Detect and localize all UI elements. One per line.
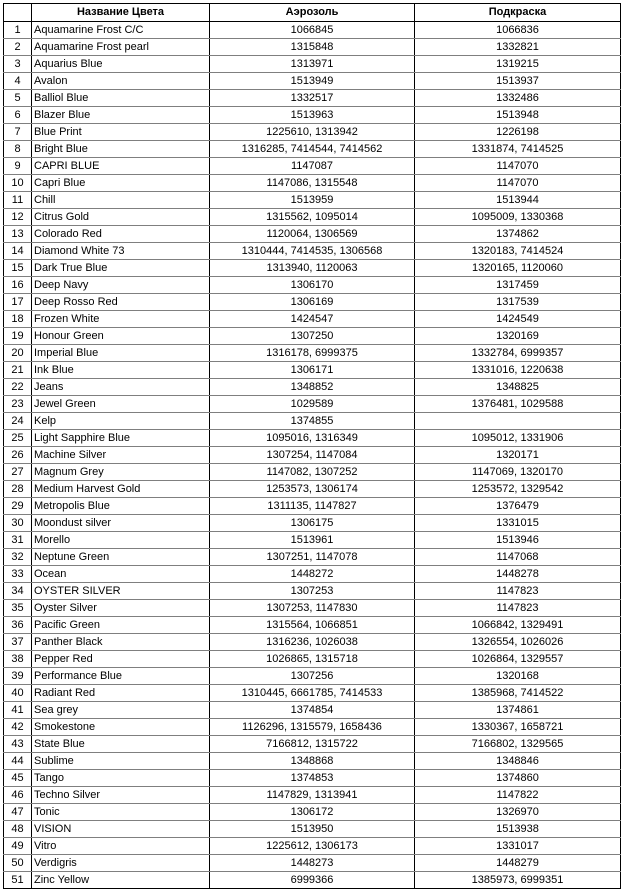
table-row bbox=[4, 600, 621, 617]
aerosol-codes: 1307253, 1147830 bbox=[210, 600, 415, 617]
row-index: 15 bbox=[4, 260, 32, 277]
aerosol-codes: 1307250 bbox=[210, 328, 415, 345]
tint-codes: 1066836 bbox=[415, 22, 621, 39]
color-name: Diamond White 73 bbox=[32, 243, 210, 260]
table-row bbox=[4, 702, 621, 719]
tint-codes: 1448279 bbox=[415, 855, 621, 872]
row-index: 32 bbox=[4, 549, 32, 566]
aerosol-codes: 1306172 bbox=[210, 804, 415, 821]
color-name: Smokestone bbox=[32, 719, 210, 736]
tint-codes: 1147070 bbox=[415, 175, 621, 192]
table-row bbox=[4, 770, 621, 787]
tint-codes: 1513948 bbox=[415, 107, 621, 124]
tint-codes: 1317459 bbox=[415, 277, 621, 294]
row-index: 34 bbox=[4, 583, 32, 600]
row-index: 8 bbox=[4, 141, 32, 158]
aerosol-codes: 1315848 bbox=[210, 39, 415, 56]
table-row bbox=[4, 396, 621, 413]
aerosol-codes: 1448272 bbox=[210, 566, 415, 583]
table-row bbox=[4, 481, 621, 498]
color-name: Bright Blue bbox=[32, 141, 210, 158]
color-name: Aquamarine Frost C/C bbox=[32, 22, 210, 39]
row-index: 26 bbox=[4, 447, 32, 464]
tint-codes: 1513944 bbox=[415, 192, 621, 209]
table-row bbox=[4, 73, 621, 90]
tint-codes: 1376479 bbox=[415, 498, 621, 515]
color-name: Imperial Blue bbox=[32, 345, 210, 362]
tint-codes: 1320169 bbox=[415, 328, 621, 345]
aerosol-codes: 1147829, 1313941 bbox=[210, 787, 415, 804]
aerosol-codes: 1307253 bbox=[210, 583, 415, 600]
color-name: Sea grey bbox=[32, 702, 210, 719]
table-row bbox=[4, 260, 621, 277]
color-name: Neptune Green bbox=[32, 549, 210, 566]
row-index: 29 bbox=[4, 498, 32, 515]
tint-codes: 1147823 bbox=[415, 583, 621, 600]
color-name: State Blue bbox=[32, 736, 210, 753]
tint-codes bbox=[415, 413, 621, 430]
table-row bbox=[4, 753, 621, 770]
aerosol-codes: 1332517 bbox=[210, 90, 415, 107]
aerosol-codes: 1307254, 1147084 bbox=[210, 447, 415, 464]
color-name: Honour Green bbox=[32, 328, 210, 345]
aerosol-codes: 1311135, 1147827 bbox=[210, 498, 415, 515]
color-name: Frozen White bbox=[32, 311, 210, 328]
color-name: Vitro bbox=[32, 838, 210, 855]
tint-codes: 1513946 bbox=[415, 532, 621, 549]
table-row bbox=[4, 209, 621, 226]
row-index: 12 bbox=[4, 209, 32, 226]
row-index: 17 bbox=[4, 294, 32, 311]
tint-codes: 1348825 bbox=[415, 379, 621, 396]
aerosol-codes: 1147082, 1307252 bbox=[210, 464, 415, 481]
aerosol-codes: 1306169 bbox=[210, 294, 415, 311]
aerosol-codes: 1095016, 1316349 bbox=[210, 430, 415, 447]
color-name: Pepper Red bbox=[32, 651, 210, 668]
table-row bbox=[4, 719, 621, 736]
table-row bbox=[4, 804, 621, 821]
color-name: Blue Print bbox=[32, 124, 210, 141]
tint-codes: 1448278 bbox=[415, 566, 621, 583]
color-name: CAPRI BLUE bbox=[32, 158, 210, 175]
row-index: 27 bbox=[4, 464, 32, 481]
tint-codes: 1147822 bbox=[415, 787, 621, 804]
row-index: 47 bbox=[4, 804, 32, 821]
color-name: OYSTER SILVER bbox=[32, 583, 210, 600]
color-name: Colorado Red bbox=[32, 226, 210, 243]
row-index: 44 bbox=[4, 753, 32, 770]
aerosol-codes: 1225612, 1306173 bbox=[210, 838, 415, 855]
table-row bbox=[4, 464, 621, 481]
table-row bbox=[4, 328, 621, 345]
aerosol-codes: 1374855 bbox=[210, 413, 415, 430]
color-name: Radiant Red bbox=[32, 685, 210, 702]
color-name: Deep Rosso Red bbox=[32, 294, 210, 311]
aerosol-codes: 1374854 bbox=[210, 702, 415, 719]
table-row bbox=[4, 362, 621, 379]
table-row bbox=[4, 668, 621, 685]
tint-codes: 1095012, 1331906 bbox=[415, 430, 621, 447]
aerosol-codes: 1513959 bbox=[210, 192, 415, 209]
color-name: Aquarius Blue bbox=[32, 56, 210, 73]
table-row bbox=[4, 685, 621, 702]
row-index: 48 bbox=[4, 821, 32, 838]
row-index: 37 bbox=[4, 634, 32, 651]
color-code-sheet bbox=[0, 3, 624, 886]
table-row bbox=[4, 651, 621, 668]
table-row bbox=[4, 515, 621, 532]
table-row bbox=[4, 430, 621, 447]
color-name: Light Sapphire Blue bbox=[32, 430, 210, 447]
color-code-table bbox=[3, 3, 621, 889]
aerosol-codes: 1310445, 6661785, 7414533 bbox=[210, 685, 415, 702]
row-index: 20 bbox=[4, 345, 32, 362]
tint-codes: 1147068 bbox=[415, 549, 621, 566]
color-name: Citrus Gold bbox=[32, 209, 210, 226]
aerosol-codes: 1513961 bbox=[210, 532, 415, 549]
table-row bbox=[4, 39, 621, 56]
color-name: Panther Black bbox=[32, 634, 210, 651]
tint-codes: 1326970 bbox=[415, 804, 621, 821]
aerosol-codes: 1066845 bbox=[210, 22, 415, 39]
tint-codes: 1319215 bbox=[415, 56, 621, 73]
aerosol-codes: 1513950 bbox=[210, 821, 415, 838]
tint-codes: 1095009, 1330368 bbox=[415, 209, 621, 226]
tint-codes: 1374862 bbox=[415, 226, 621, 243]
row-index: 16 bbox=[4, 277, 32, 294]
tint-codes: 1374860 bbox=[415, 770, 621, 787]
table-row bbox=[4, 294, 621, 311]
row-index: 25 bbox=[4, 430, 32, 447]
table-row bbox=[4, 22, 621, 39]
table-row bbox=[4, 855, 621, 872]
color-name: Kelp bbox=[32, 413, 210, 430]
row-index: 22 bbox=[4, 379, 32, 396]
tint-codes: 1320171 bbox=[415, 447, 621, 464]
row-index: 45 bbox=[4, 770, 32, 787]
aerosol-codes: 1424547 bbox=[210, 311, 415, 328]
color-name: Ocean bbox=[32, 566, 210, 583]
table-row bbox=[4, 566, 621, 583]
row-index: 10 bbox=[4, 175, 32, 192]
table-row bbox=[4, 736, 621, 753]
row-index: 49 bbox=[4, 838, 32, 855]
color-name: Techno Silver bbox=[32, 787, 210, 804]
tint-codes: 1331017 bbox=[415, 838, 621, 855]
aerosol-codes: 1313971 bbox=[210, 56, 415, 73]
color-name: Balliol Blue bbox=[32, 90, 210, 107]
tint-codes: 1332784, 6999357 bbox=[415, 345, 621, 362]
tint-codes: 1376481, 1029588 bbox=[415, 396, 621, 413]
color-name: Blazer Blue bbox=[32, 107, 210, 124]
row-index: 31 bbox=[4, 532, 32, 549]
tint-codes: 1326554, 1026026 bbox=[415, 634, 621, 651]
row-index: 19 bbox=[4, 328, 32, 345]
aerosol-codes: 1307251, 1147078 bbox=[210, 549, 415, 566]
aerosol-codes: 1513963 bbox=[210, 107, 415, 124]
table-row bbox=[4, 56, 621, 73]
tint-codes: 1331016, 1220638 bbox=[415, 362, 621, 379]
aerosol-codes: 1225610, 1313942 bbox=[210, 124, 415, 141]
row-index: 6 bbox=[4, 107, 32, 124]
table-row bbox=[4, 243, 621, 260]
aerosol-codes: 1513949 bbox=[210, 73, 415, 90]
tint-codes: 1332486 bbox=[415, 90, 621, 107]
tint-codes: 7166802, 1329565 bbox=[415, 736, 621, 753]
aerosol-codes: 1310444, 7414535, 1306568 bbox=[210, 243, 415, 260]
aerosol-codes: 1348852 bbox=[210, 379, 415, 396]
tint-codes: 1331015 bbox=[415, 515, 621, 532]
color-name: Capri Blue bbox=[32, 175, 210, 192]
table-row bbox=[4, 413, 621, 430]
tint-codes: 1513938 bbox=[415, 821, 621, 838]
table-row bbox=[4, 90, 621, 107]
aerosol-codes: 1126296, 1315579, 1658436 bbox=[210, 719, 415, 736]
tint-codes: 1331874, 7414525 bbox=[415, 141, 621, 158]
tint-codes: 1424549 bbox=[415, 311, 621, 328]
row-index: 18 bbox=[4, 311, 32, 328]
aerosol-codes: 1316178, 6999375 bbox=[210, 345, 415, 362]
row-index: 14 bbox=[4, 243, 32, 260]
aerosol-codes: 1374853 bbox=[210, 770, 415, 787]
column-header-index bbox=[4, 4, 32, 22]
color-name: Morello bbox=[32, 532, 210, 549]
aerosol-codes: 1253573, 1306174 bbox=[210, 481, 415, 498]
row-index: 13 bbox=[4, 226, 32, 243]
aerosol-codes: 1120064, 1306569 bbox=[210, 226, 415, 243]
tint-codes: 1513937 bbox=[415, 73, 621, 90]
tint-codes: 1320165, 1120060 bbox=[415, 260, 621, 277]
row-index: 43 bbox=[4, 736, 32, 753]
color-name: Metropolis Blue bbox=[32, 498, 210, 515]
tint-codes: 1317539 bbox=[415, 294, 621, 311]
row-index: 46 bbox=[4, 787, 32, 804]
row-index: 3 bbox=[4, 56, 32, 73]
table-row bbox=[4, 549, 621, 566]
row-index: 24 bbox=[4, 413, 32, 430]
row-index: 50 bbox=[4, 855, 32, 872]
tint-codes: 1147070 bbox=[415, 158, 621, 175]
color-name: Performance Blue bbox=[32, 668, 210, 685]
table-row bbox=[4, 634, 621, 651]
row-index: 40 bbox=[4, 685, 32, 702]
row-index: 1 bbox=[4, 22, 32, 39]
color-name: Dark True Blue bbox=[32, 260, 210, 277]
color-name: Jewel Green bbox=[32, 396, 210, 413]
row-index: 41 bbox=[4, 702, 32, 719]
tint-codes: 1385973, 6999351 bbox=[415, 872, 621, 889]
table-row bbox=[4, 345, 621, 362]
table-row bbox=[4, 158, 621, 175]
aerosol-codes: 1448273 bbox=[210, 855, 415, 872]
aerosol-codes: 1348868 bbox=[210, 753, 415, 770]
aerosol-codes: 1307256 bbox=[210, 668, 415, 685]
column-header-name: Название Цвета bbox=[32, 4, 210, 22]
color-name: Ink Blue bbox=[32, 362, 210, 379]
row-index: 39 bbox=[4, 668, 32, 685]
table-row bbox=[4, 107, 621, 124]
aerosol-codes: 7166812, 1315722 bbox=[210, 736, 415, 753]
tint-codes: 1066842, 1329491 bbox=[415, 617, 621, 634]
row-index: 11 bbox=[4, 192, 32, 209]
aerosol-codes: 1306171 bbox=[210, 362, 415, 379]
row-index: 2 bbox=[4, 39, 32, 56]
row-index: 9 bbox=[4, 158, 32, 175]
tint-codes: 1147069, 1320170 bbox=[415, 464, 621, 481]
row-index: 28 bbox=[4, 481, 32, 498]
table-row bbox=[4, 175, 621, 192]
tint-codes: 1253572, 1329542 bbox=[415, 481, 621, 498]
row-index: 7 bbox=[4, 124, 32, 141]
row-index: 42 bbox=[4, 719, 32, 736]
table-row bbox=[4, 532, 621, 549]
color-name: Tonic bbox=[32, 804, 210, 821]
tint-codes: 1332821 bbox=[415, 39, 621, 56]
table-row bbox=[4, 277, 621, 294]
row-index: 36 bbox=[4, 617, 32, 634]
row-index: 30 bbox=[4, 515, 32, 532]
color-name: Chill bbox=[32, 192, 210, 209]
table-row bbox=[4, 192, 621, 209]
tint-codes: 1147823 bbox=[415, 600, 621, 617]
aerosol-codes: 1306175 bbox=[210, 515, 415, 532]
tint-codes: 1026864, 1329557 bbox=[415, 651, 621, 668]
color-name: Medium Harvest Gold bbox=[32, 481, 210, 498]
table-row bbox=[4, 838, 621, 855]
table-row bbox=[4, 872, 621, 889]
color-name: Tango bbox=[32, 770, 210, 787]
table-row bbox=[4, 311, 621, 328]
tint-codes: 1385968, 7414522 bbox=[415, 685, 621, 702]
tint-codes: 1374861 bbox=[415, 702, 621, 719]
aerosol-codes: 1147086, 1315548 bbox=[210, 175, 415, 192]
tint-codes: 1348846 bbox=[415, 753, 621, 770]
table-row bbox=[4, 787, 621, 804]
color-name: Verdigris bbox=[32, 855, 210, 872]
row-index: 51 bbox=[4, 872, 32, 889]
aerosol-codes: 1315564, 1066851 bbox=[210, 617, 415, 634]
aerosol-codes: 1029589 bbox=[210, 396, 415, 413]
color-name: Sublime bbox=[32, 753, 210, 770]
table-row bbox=[4, 617, 621, 634]
tint-codes: 1226198 bbox=[415, 124, 621, 141]
row-index: 33 bbox=[4, 566, 32, 583]
tint-codes: 1320168 bbox=[415, 668, 621, 685]
color-name: Aquamarine Frost pearl bbox=[32, 39, 210, 56]
color-name: Magnum Grey bbox=[32, 464, 210, 481]
color-name: Moondust silver bbox=[32, 515, 210, 532]
column-header-aerosol: Аэрозоль bbox=[210, 4, 415, 22]
aerosol-codes: 1316236, 1026038 bbox=[210, 634, 415, 651]
color-name: Machine Silver bbox=[32, 447, 210, 464]
color-name: Oyster Silver bbox=[32, 600, 210, 617]
table-header-row bbox=[4, 4, 621, 22]
aerosol-codes: 1306170 bbox=[210, 277, 415, 294]
row-index: 21 bbox=[4, 362, 32, 379]
table-header bbox=[4, 4, 621, 22]
table-row bbox=[4, 447, 621, 464]
aerosol-codes: 1147087 bbox=[210, 158, 415, 175]
aerosol-codes: 1313940, 1120063 bbox=[210, 260, 415, 277]
table-row bbox=[4, 821, 621, 838]
table-row bbox=[4, 124, 621, 141]
table-row bbox=[4, 498, 621, 515]
table-row bbox=[4, 226, 621, 243]
table-row bbox=[4, 583, 621, 600]
table-row bbox=[4, 141, 621, 158]
color-name: Pacific Green bbox=[32, 617, 210, 634]
aerosol-codes: 1316285, 7414544, 7414562 bbox=[210, 141, 415, 158]
aerosol-codes: 1315562, 1095014 bbox=[210, 209, 415, 226]
table-body bbox=[4, 22, 621, 889]
row-index: 38 bbox=[4, 651, 32, 668]
row-index: 5 bbox=[4, 90, 32, 107]
row-index: 35 bbox=[4, 600, 32, 617]
color-name: Zinc Yellow bbox=[32, 872, 210, 889]
color-name: Avalon bbox=[32, 73, 210, 90]
tint-codes: 1320183, 7414524 bbox=[415, 243, 621, 260]
color-name: Deep Navy bbox=[32, 277, 210, 294]
table-row bbox=[4, 379, 621, 396]
aerosol-codes: 1026865, 1315718 bbox=[210, 651, 415, 668]
row-index: 4 bbox=[4, 73, 32, 90]
color-name: VISION bbox=[32, 821, 210, 838]
color-name: Jeans bbox=[32, 379, 210, 396]
column-header-tint: Подкраска bbox=[415, 4, 621, 22]
row-index: 23 bbox=[4, 396, 32, 413]
aerosol-codes: 6999366 bbox=[210, 872, 415, 889]
tint-codes: 1330367, 1658721 bbox=[415, 719, 621, 736]
